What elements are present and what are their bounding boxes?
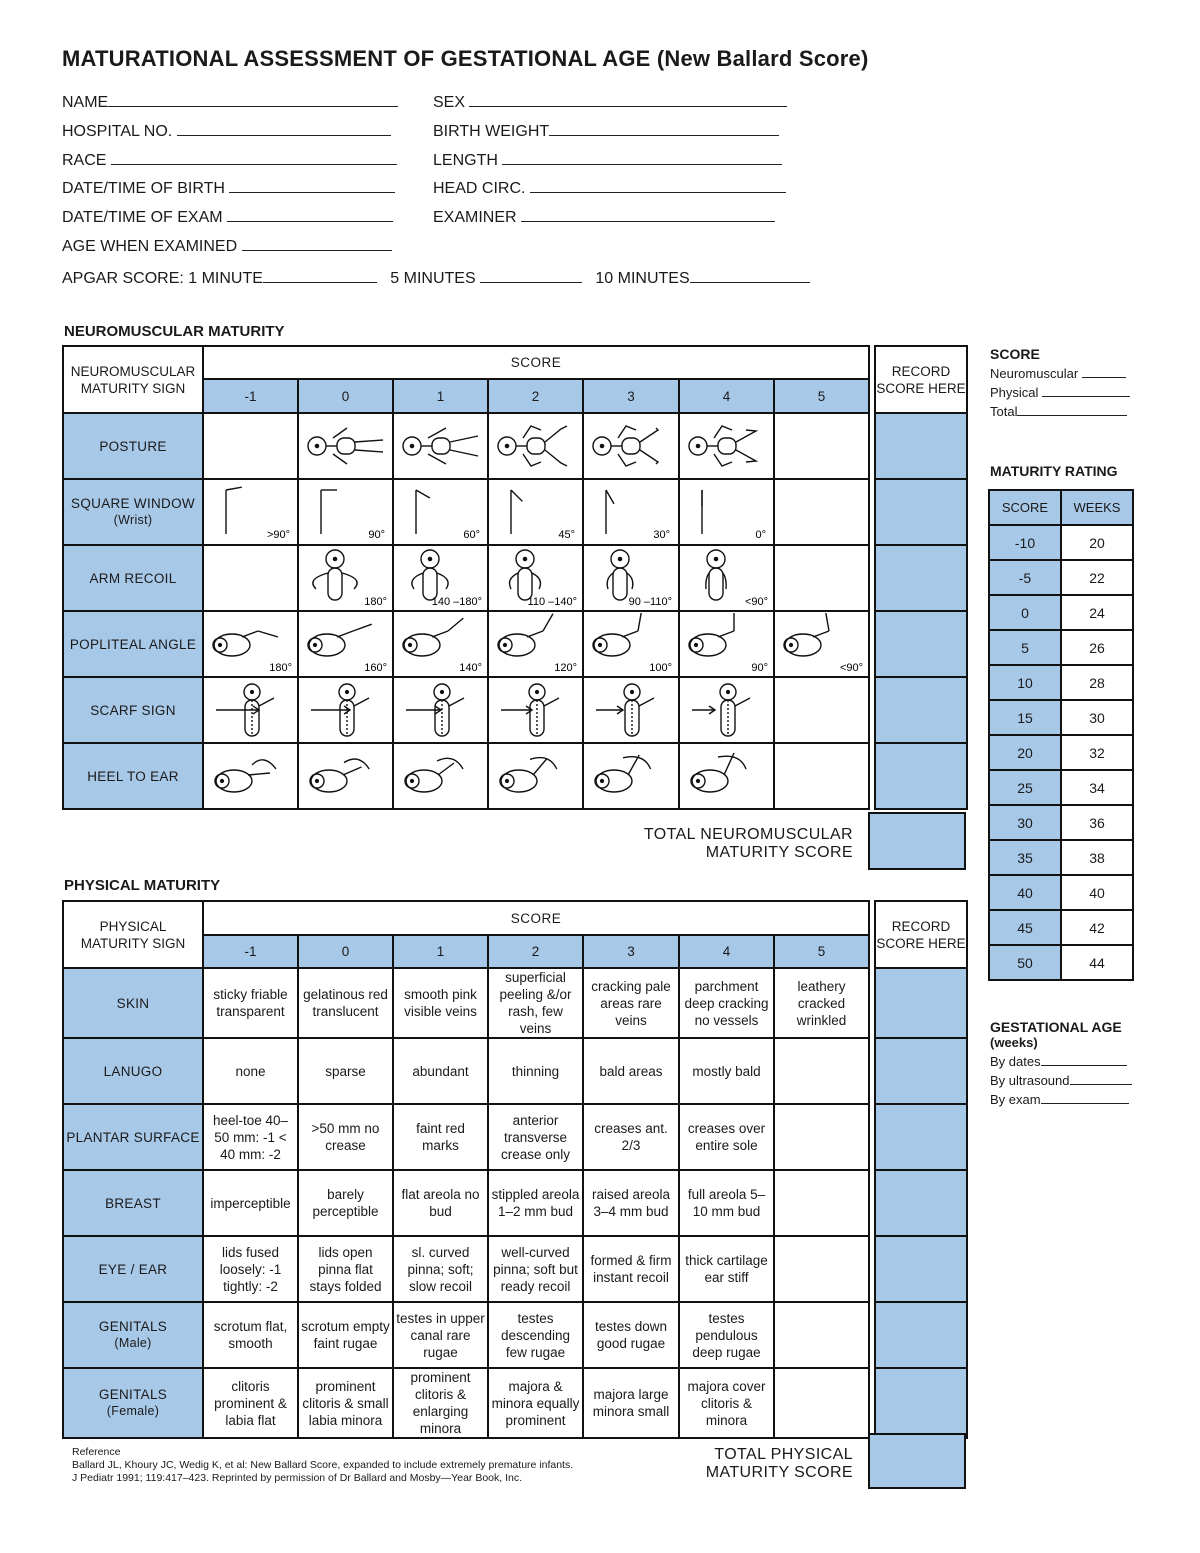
phys-sign-header: PHYSICAL MATURITY SIGN bbox=[63, 901, 203, 968]
phys-score-col-1: 0 bbox=[298, 935, 393, 968]
neuro-cell-2-6 bbox=[774, 545, 869, 611]
rating-weeks-10: 40 bbox=[1061, 875, 1133, 910]
physical-heading: PHYSICAL MATURITY bbox=[64, 877, 221, 894]
phys-cell-3-6 bbox=[774, 1170, 869, 1236]
rating-weeks-0: 20 bbox=[1061, 525, 1133, 560]
phys-cell-3-3: stippled areola 1–2 mm bud bbox=[488, 1170, 583, 1236]
popliteal-angle-6: <90° bbox=[839, 662, 863, 674]
scarf-sign-figure-5 bbox=[684, 680, 770, 740]
score-summary bbox=[990, 346, 1130, 419]
phys-cell-5-5: testes pendulous deep rugae bbox=[679, 1302, 774, 1368]
phys-sign-sub-5: (Male) bbox=[114, 1336, 152, 1350]
by-ultrasound-field[interactable] bbox=[1070, 1074, 1132, 1085]
by-exam-label: By exam bbox=[990, 1092, 1041, 1107]
neuro-summary-label: Neuromuscular bbox=[990, 366, 1079, 381]
neuro-sign-3 bbox=[63, 611, 203, 677]
by-dates-field[interactable] bbox=[1041, 1055, 1127, 1066]
phys-sign-label-1: LANUGO bbox=[103, 1063, 163, 1079]
phys-cell-5-0: scrotum flat, smooth bbox=[203, 1302, 298, 1368]
posture-figure-0 bbox=[303, 418, 389, 474]
popliteal-figure-4 bbox=[588, 613, 674, 675]
rating-weeks-6: 32 bbox=[1061, 735, 1133, 770]
physical-summary-label: Physical bbox=[990, 385, 1039, 400]
neuro-cell-0-5 bbox=[679, 413, 774, 479]
neuro-cell-4-4 bbox=[583, 677, 679, 743]
phys-record-input-5[interactable] bbox=[875, 1302, 967, 1368]
posture-figure-3 bbox=[588, 418, 674, 474]
phys-sign-label-3: BREAST bbox=[105, 1195, 161, 1211]
rating-score-12: 50 bbox=[989, 945, 1061, 980]
popliteal-angle-1: 160° bbox=[363, 662, 387, 674]
phys-cell-1-3: thinning bbox=[488, 1038, 583, 1104]
neuro-record-input-0[interactable] bbox=[875, 413, 967, 479]
phys-cell-3-0: imperceptible bbox=[203, 1170, 298, 1236]
phys-cell-2-6 bbox=[774, 1104, 869, 1170]
phys-cell-6-3: majora & minora equally prominent bbox=[488, 1368, 583, 1438]
phys-cell-2-3: anterior transverse crease only bbox=[488, 1104, 583, 1170]
phys-record-input-1[interactable] bbox=[875, 1038, 967, 1104]
popliteal-angle-0: 180° bbox=[268, 662, 292, 674]
phys-record-header: RECORD SCORE HERE bbox=[875, 901, 967, 968]
total-neuro-line1: TOTAL NEUROMUSCULAR bbox=[643, 826, 853, 843]
head-circ-field[interactable] bbox=[530, 178, 786, 193]
apgar-1min-field[interactable] bbox=[263, 268, 377, 283]
reference-note bbox=[72, 1446, 573, 1485]
phys-record-input-2[interactable] bbox=[875, 1104, 967, 1170]
neuro-score-col-2: 1 bbox=[393, 379, 488, 413]
apgar-5min-label: 5 MINUTES bbox=[390, 270, 476, 287]
phys-score-col-4: 3 bbox=[583, 935, 679, 968]
neuro-cell-4-5 bbox=[679, 677, 774, 743]
phys-score-col-2: 1 bbox=[393, 935, 488, 968]
rating-score-5: 15 bbox=[989, 700, 1061, 735]
popliteal-figure-1 bbox=[303, 613, 389, 675]
square-window-figure-2 bbox=[398, 482, 484, 542]
total-phys-line2: MATURITY SCORE bbox=[705, 1464, 853, 1481]
phys-cell-4-1: lids open pinna flat stays folded bbox=[298, 1236, 393, 1302]
posture-figure-2 bbox=[493, 418, 579, 474]
square-window-figure-3 bbox=[493, 482, 579, 542]
phys-cell-0-3: superficial peeling &/or rash, few veins bbox=[488, 968, 583, 1038]
phys-record-input-3[interactable] bbox=[875, 1170, 967, 1236]
popliteal-angle-4: 100° bbox=[649, 662, 672, 674]
neuro-record-input-4[interactable] bbox=[875, 677, 967, 743]
phys-record-input-0[interactable] bbox=[875, 968, 967, 1038]
neuromuscular-heading: NEUROMUSCULAR MATURITY bbox=[64, 323, 285, 340]
neuro-sign-label-1: SQUARE WINDOW bbox=[71, 496, 195, 511]
square-window-angle-4: 30° bbox=[653, 529, 670, 541]
by-exam-field[interactable] bbox=[1041, 1093, 1129, 1104]
phys-cell-6-6 bbox=[774, 1368, 869, 1438]
neuro-sign-label-3: POPLITEAL ANGLE bbox=[69, 636, 197, 652]
neuro-cell-4-6 bbox=[774, 677, 869, 743]
phys-cell-0-4: cracking pale areas rare veins bbox=[583, 968, 679, 1038]
phys-cell-6-5: majora cover clitoris & minora bbox=[679, 1368, 774, 1438]
neuro-record-input-5[interactable] bbox=[875, 743, 967, 809]
total-physical-label bbox=[600, 1446, 853, 1482]
phys-score-header: SCORE bbox=[203, 901, 869, 935]
neuro-cell-4-3 bbox=[488, 677, 583, 743]
neuro-cell-5-1 bbox=[298, 743, 393, 809]
arm-recoil-angle-0: 180° bbox=[363, 596, 387, 608]
rating-weeks-1: 22 bbox=[1061, 560, 1133, 595]
neuro-cell-0-6 bbox=[774, 413, 869, 479]
neuro-sign-2 bbox=[63, 545, 203, 611]
scarf-sign-figure-0 bbox=[208, 680, 294, 740]
phys-cell-0-2: smooth pink visible veins bbox=[393, 968, 488, 1038]
rating-score-3: 5 bbox=[989, 630, 1061, 665]
scarf-sign-figure-2 bbox=[398, 680, 484, 740]
neuro-sign-0 bbox=[63, 413, 203, 479]
total-summary-field[interactable] bbox=[1017, 405, 1127, 416]
sex-field[interactable] bbox=[469, 92, 787, 107]
hospital-no-label: HOSPITAL NO. bbox=[62, 123, 173, 140]
neuro-sign-label-4: SCARF SIGN bbox=[90, 702, 176, 718]
phys-cell-5-6 bbox=[774, 1302, 869, 1368]
square-window-angle-5: 0° bbox=[754, 529, 766, 541]
phys-cell-1-4: bald areas bbox=[583, 1038, 679, 1104]
rating-score-4: 10 bbox=[989, 665, 1061, 700]
neuro-cell-2-2 bbox=[393, 545, 488, 611]
neuromuscular-table bbox=[62, 345, 968, 810]
arm-recoil-angle-2: 110 –140° bbox=[527, 596, 577, 608]
phys-cell-2-0: heel-toe 40–50 mm: -1 < 40 mm: -2 bbox=[203, 1104, 298, 1170]
neuro-score-header: SCORE bbox=[203, 346, 869, 379]
neuro-summary-field[interactable] bbox=[1082, 367, 1126, 378]
age-examined-field[interactable] bbox=[242, 236, 392, 251]
reference-head: Reference bbox=[72, 1446, 121, 1458]
birth-weight-label: BIRTH WEIGHT bbox=[433, 123, 550, 140]
neuro-cell-1-5 bbox=[679, 479, 774, 545]
phys-cell-5-3: testes descending few rugae bbox=[488, 1302, 583, 1368]
neuro-cell-5-5 bbox=[679, 743, 774, 809]
neuro-cell-0-4 bbox=[583, 413, 679, 479]
neuro-cell-5-4 bbox=[583, 743, 679, 809]
name-label: NAME bbox=[62, 94, 109, 111]
neuro-cell-1-0 bbox=[203, 479, 298, 545]
neuro-cell-3-2 bbox=[393, 611, 488, 677]
maturity-rating-heading bbox=[990, 463, 1118, 479]
heel-to-ear-figure-4 bbox=[588, 747, 674, 805]
phys-score-col-3: 2 bbox=[488, 935, 583, 968]
neuro-cell-1-1 bbox=[298, 479, 393, 545]
phys-cell-1-6 bbox=[774, 1038, 869, 1104]
race-field[interactable] bbox=[111, 150, 397, 165]
total-neuromuscular-label bbox=[600, 826, 853, 862]
heel-to-ear-figure-0 bbox=[208, 747, 294, 805]
rating-weeks-2: 24 bbox=[1061, 595, 1133, 630]
physical-maturity-table bbox=[62, 900, 968, 1439]
phys-sign-1 bbox=[63, 1038, 203, 1104]
phys-sign-sub-6: (Female) bbox=[106, 1404, 160, 1418]
examiner-field[interactable] bbox=[521, 207, 775, 222]
name-field[interactable] bbox=[108, 92, 398, 107]
neuro-cell-5-2 bbox=[393, 743, 488, 809]
arm-recoil-angle-4: <90° bbox=[744, 596, 768, 608]
maturity-rating-title: MATURITY RATING bbox=[990, 463, 1118, 479]
scarf-sign-figure-1 bbox=[303, 680, 389, 740]
rating-score-6: 20 bbox=[989, 735, 1061, 770]
birth-weight-field[interactable] bbox=[549, 121, 779, 136]
phys-cell-2-4: creases ant. 2/3 bbox=[583, 1104, 679, 1170]
phys-record-input-4[interactable] bbox=[875, 1236, 967, 1302]
phys-cell-0-0: sticky friable transparent bbox=[203, 968, 298, 1038]
neuro-cell-3-6 bbox=[774, 611, 869, 677]
neuro-cell-2-0 bbox=[203, 545, 298, 611]
arm-recoil-figure-0 bbox=[303, 547, 389, 609]
square-window-figure-4 bbox=[588, 482, 674, 542]
neuro-record-input-2[interactable] bbox=[875, 545, 967, 611]
square-window-figure-0 bbox=[208, 482, 294, 542]
gestational-age-sub: (weeks) bbox=[990, 1035, 1038, 1050]
neuro-cell-3-0 bbox=[203, 611, 298, 677]
phys-cell-0-1: gelatinous red translucent bbox=[298, 968, 393, 1038]
phys-sign-label-5: GENITALS bbox=[98, 1319, 168, 1334]
neuro-cell-2-4 bbox=[583, 545, 679, 611]
phys-cell-1-5: mostly bald bbox=[679, 1038, 774, 1104]
phys-cell-3-1: barely perceptible bbox=[298, 1170, 393, 1236]
neuro-cell-4-1 bbox=[298, 677, 393, 743]
arm-recoil-angle-1: 140 –180° bbox=[431, 596, 482, 608]
neuro-cell-4-0 bbox=[203, 677, 298, 743]
neuro-sign-label-0: POSTURE bbox=[99, 438, 167, 454]
apgar-1min-label: APGAR SCORE: 1 MINUTE bbox=[62, 270, 263, 287]
neuro-score-col-4: 3 bbox=[583, 379, 679, 413]
length-field[interactable] bbox=[502, 150, 782, 165]
phys-cell-3-5: full areola 5–10 mm bud bbox=[679, 1170, 774, 1236]
arm-recoil-angle-3: 90 –110° bbox=[628, 596, 672, 608]
phys-cell-2-2: faint red marks bbox=[393, 1104, 488, 1170]
reference-line2: J Pediatr 1991; 119:417–423. Reprinted by permission of Dr Ballard and Mosby—Year Book, Inc. bbox=[72, 1472, 523, 1484]
gestational-age-title: GESTATIONAL AGE bbox=[990, 1019, 1122, 1035]
phys-sign-0 bbox=[63, 968, 203, 1038]
phys-cell-5-4: testes down good rugae bbox=[583, 1302, 679, 1368]
neuro-sign-4 bbox=[63, 677, 203, 743]
date-birth-label: DATE/TIME OF BIRTH bbox=[62, 180, 225, 197]
phys-cell-2-1: >50 mm no crease bbox=[298, 1104, 393, 1170]
arm-recoil-figure-3 bbox=[588, 547, 674, 609]
neuro-record-header: RECORD SCORE HERE bbox=[875, 346, 967, 413]
date-birth-field[interactable] bbox=[229, 178, 395, 193]
popliteal-angle-3: 120° bbox=[553, 662, 577, 674]
neuro-sign-label-2: ARM RECOIL bbox=[89, 570, 177, 586]
physical-summary-field[interactable] bbox=[1042, 386, 1130, 397]
phys-cell-6-2: prominent clitoris & enlarging minora bbox=[393, 1368, 488, 1438]
neuro-cell-5-6 bbox=[774, 743, 869, 809]
total-neuromuscular-input[interactable] bbox=[868, 812, 966, 870]
phys-cell-2-5: creases over entire sole bbox=[679, 1104, 774, 1170]
phys-sign-6 bbox=[63, 1368, 203, 1438]
neuro-cell-2-3 bbox=[488, 545, 583, 611]
arm-recoil-figure-2 bbox=[493, 547, 579, 609]
phys-cell-6-4: majora large minora small bbox=[583, 1368, 679, 1438]
phys-cell-0-5: parchment deep cracking no vessels bbox=[679, 968, 774, 1038]
rating-score-11: 45 bbox=[989, 910, 1061, 945]
rating-score-9: 35 bbox=[989, 840, 1061, 875]
neuro-cell-3-5 bbox=[679, 611, 774, 677]
phys-cell-6-0: clitoris prominent & labia flat bbox=[203, 1368, 298, 1438]
neuro-sign-1 bbox=[63, 479, 203, 545]
neuro-cell-5-3 bbox=[488, 743, 583, 809]
rating-score-8: 30 bbox=[989, 805, 1061, 840]
phys-cell-3-4: raised areola 3–4 mm bud bbox=[583, 1170, 679, 1236]
neuro-sign-label-5: HEEL TO EAR bbox=[87, 768, 179, 784]
phys-cell-4-4: formed & firm instant recoil bbox=[583, 1236, 679, 1302]
rating-score-2: 0 bbox=[989, 595, 1061, 630]
heel-to-ear-figure-1 bbox=[303, 747, 389, 805]
neuro-cell-1-2 bbox=[393, 479, 488, 545]
neuro-cell-5-0 bbox=[203, 743, 298, 809]
neuro-score-col-3: 2 bbox=[488, 379, 583, 413]
rating-score-10: 40 bbox=[989, 875, 1061, 910]
neuro-cell-3-4 bbox=[583, 611, 679, 677]
arm-recoil-figure-4 bbox=[684, 547, 770, 609]
page-title: MATURATIONAL ASSESSMENT OF GESTATIONAL AGE (New Ballard Score) bbox=[62, 46, 869, 71]
phys-sign-3 bbox=[63, 1170, 203, 1236]
by-dates-label: By dates bbox=[990, 1054, 1041, 1069]
phys-sign-label-6: GENITALS bbox=[98, 1387, 168, 1402]
heel-to-ear-figure-5 bbox=[684, 747, 770, 805]
scarf-sign-figure-3 bbox=[493, 680, 579, 740]
phys-sign-label-2: PLANTAR SURFACE bbox=[66, 1129, 200, 1145]
heel-to-ear-figure-2 bbox=[398, 747, 484, 805]
posture-figure-1 bbox=[398, 418, 484, 474]
phys-sign-4 bbox=[63, 1236, 203, 1302]
apgar-5min-field[interactable] bbox=[480, 268, 582, 283]
age-examined-label: AGE WHEN EXAMINED bbox=[62, 238, 238, 255]
phys-score-col-0: -1 bbox=[203, 935, 298, 968]
score-summary-heading: SCORE bbox=[990, 346, 1040, 362]
total-summary-label: Total bbox=[990, 404, 1018, 419]
rating-weeks-12: 44 bbox=[1061, 945, 1133, 980]
examiner-label: EXAMINER bbox=[433, 209, 517, 226]
rating-weeks-9: 38 bbox=[1061, 840, 1133, 875]
phys-cell-4-0: lids fused loosely: -1 tightly: -2 bbox=[203, 1236, 298, 1302]
neuro-cell-2-1 bbox=[298, 545, 393, 611]
neuro-cell-3-3 bbox=[488, 611, 583, 677]
head-circ-label: HEAD CIRC. bbox=[433, 180, 526, 197]
popliteal-figure-5 bbox=[684, 613, 770, 675]
reference-line1: Ballard JL, Khoury JC, Wedig K, et al: New Ballard Score, expanded to include extremely premature infants. bbox=[72, 1459, 574, 1471]
total-physical-input[interactable] bbox=[868, 1433, 966, 1489]
neuro-cell-0-2 bbox=[393, 413, 488, 479]
square-window-angle-2: 60° bbox=[462, 529, 480, 541]
neuro-record-input-3[interactable] bbox=[875, 611, 967, 677]
popliteal-angle-2: 140° bbox=[458, 662, 482, 674]
phys-cell-6-1: prominent clitoris & small labia minora bbox=[298, 1368, 393, 1438]
arm-recoil-figure-1 bbox=[398, 547, 484, 609]
popliteal-figure-3 bbox=[493, 613, 579, 675]
phys-sign-2 bbox=[63, 1104, 203, 1170]
phys-cell-3-2: flat areola no bud bbox=[393, 1170, 488, 1236]
square-window-angle-1: 90° bbox=[367, 529, 385, 541]
phys-record-input-6[interactable] bbox=[875, 1368, 967, 1438]
phys-sign-label-0: SKIN bbox=[116, 995, 150, 1011]
rating-weeks-3: 26 bbox=[1061, 630, 1133, 665]
square-window-angle-3: 45° bbox=[557, 529, 575, 541]
phys-sign-label-4: EYE / EAR bbox=[98, 1261, 168, 1277]
rating-col-header-1: WEEKS bbox=[1061, 490, 1133, 525]
total-neuro-line2: MATURITY SCORE bbox=[705, 844, 853, 861]
phys-cell-1-1: sparse bbox=[298, 1038, 393, 1104]
phys-cell-4-2: sl. curved pinna; soft; slow recoil bbox=[393, 1236, 488, 1302]
neuro-score-col-5: 4 bbox=[679, 379, 774, 413]
rating-score-1: -5 bbox=[989, 560, 1061, 595]
neuro-cell-1-3 bbox=[488, 479, 583, 545]
rating-weeks-7: 34 bbox=[1061, 770, 1133, 805]
phys-cell-1-0: none bbox=[203, 1038, 298, 1104]
phys-sign-5 bbox=[63, 1302, 203, 1368]
apgar-10min-field[interactable] bbox=[690, 268, 810, 283]
hospital-no-field[interactable] bbox=[177, 121, 391, 136]
square-window-figure-1 bbox=[303, 482, 389, 542]
length-label: LENGTH bbox=[433, 152, 498, 169]
square-window-angle-0: >90° bbox=[266, 529, 290, 541]
scarf-sign-figure-4 bbox=[588, 680, 674, 740]
popliteal-figure-2 bbox=[398, 613, 484, 675]
phys-cell-4-6 bbox=[774, 1236, 869, 1302]
neuro-cell-1-4 bbox=[583, 479, 679, 545]
maturity-rating-table bbox=[988, 489, 1134, 981]
heel-to-ear-figure-3 bbox=[493, 747, 579, 805]
neuro-sign-5 bbox=[63, 743, 203, 809]
race-label: RACE bbox=[62, 152, 107, 169]
gestational-age-panel bbox=[990, 1019, 1132, 1107]
neuro-cell-2-5 bbox=[679, 545, 774, 611]
phys-score-col-6: 5 bbox=[774, 935, 869, 968]
sex-label: SEX bbox=[433, 94, 466, 111]
neuro-sign-header: NEUROMUSCULAR MATURITY SIGN bbox=[63, 346, 203, 413]
phys-cell-4-3: well-curved pinna; soft but ready recoil bbox=[488, 1236, 583, 1302]
apgar-10min-label: 10 MINUTES bbox=[595, 270, 690, 287]
rating-score-0: -10 bbox=[989, 525, 1061, 560]
neuro-cell-4-2 bbox=[393, 677, 488, 743]
phys-cell-4-5: thick cartilage ear stiff bbox=[679, 1236, 774, 1302]
phys-cell-0-6: leathery cracked wrinkled bbox=[774, 968, 869, 1038]
rating-col-header-0: SCORE bbox=[989, 490, 1061, 525]
rating-weeks-8: 36 bbox=[1061, 805, 1133, 840]
neuro-cell-0-0 bbox=[203, 413, 298, 479]
neuro-score-col-6: 5 bbox=[774, 379, 869, 413]
neuro-score-col-0: -1 bbox=[203, 379, 298, 413]
neuro-cell-3-1 bbox=[298, 611, 393, 677]
rating-weeks-5: 30 bbox=[1061, 700, 1133, 735]
rating-score-7: 25 bbox=[989, 770, 1061, 805]
date-exam-label: DATE/TIME OF EXAM bbox=[62, 209, 223, 226]
popliteal-figure-0 bbox=[208, 613, 294, 675]
neuro-sign-sub-1: (Wrist) bbox=[113, 513, 153, 527]
neuro-cell-0-3 bbox=[488, 413, 583, 479]
phys-cell-1-2: abundant bbox=[393, 1038, 488, 1104]
total-phys-line1: TOTAL PHYSICAL bbox=[714, 1446, 853, 1463]
by-ultrasound-label: By ultrasound bbox=[990, 1073, 1070, 1088]
posture-figure-4 bbox=[684, 418, 770, 474]
phys-cell-5-2: testes in upper canal rare rugae bbox=[393, 1302, 488, 1368]
popliteal-figure-6 bbox=[779, 613, 865, 675]
neuro-cell-0-1 bbox=[298, 413, 393, 479]
square-window-figure-5 bbox=[684, 482, 770, 542]
popliteal-angle-5: 90° bbox=[750, 662, 768, 674]
phys-score-col-5: 4 bbox=[679, 935, 774, 968]
date-exam-field[interactable] bbox=[227, 207, 393, 222]
neuro-cell-1-6 bbox=[774, 479, 869, 545]
rating-weeks-4: 28 bbox=[1061, 665, 1133, 700]
neuro-score-col-1: 0 bbox=[298, 379, 393, 413]
rating-weeks-11: 42 bbox=[1061, 910, 1133, 945]
neuro-record-input-1[interactable] bbox=[875, 479, 967, 545]
phys-cell-5-1: scrotum empty faint rugae bbox=[298, 1302, 393, 1368]
